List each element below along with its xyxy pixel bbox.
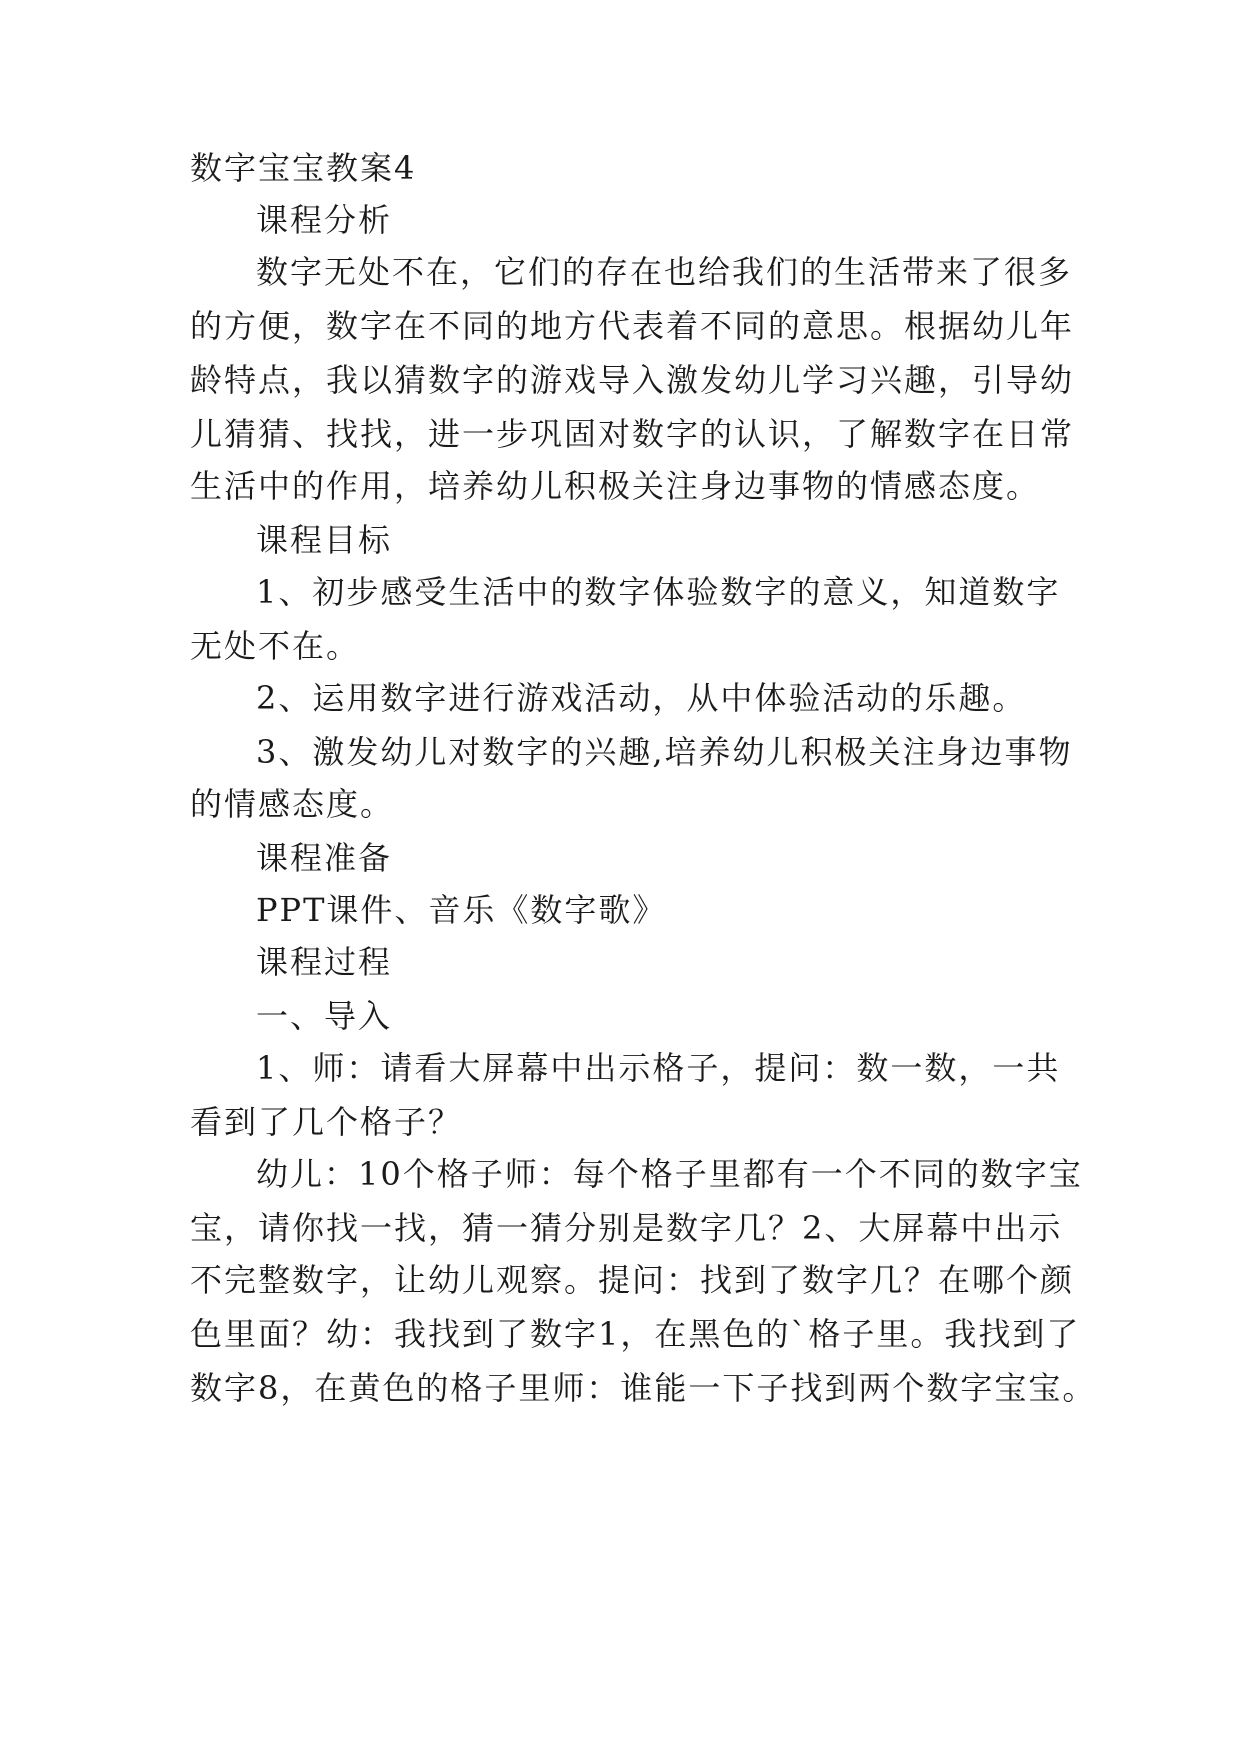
step-2-line: 宝，请你找一找，猜一猜分别是数字几？2、大屏幕中出示 <box>190 1209 1063 1247</box>
analysis-line: 生活中的作用，培养幼儿积极关注身边事物的情感态度。 <box>190 467 1041 505</box>
document-title: 数字宝宝教案4 <box>190 149 417 187</box>
goal-1-line: 无处不在。 <box>190 627 361 665</box>
process-heading: 课程过程 <box>256 943 393 981</box>
step-1-line: 看到了几个格子？ <box>190 1103 463 1141</box>
goal-2: 2、运用数字进行游戏活动，从中体验活动的乐趣。 <box>256 679 1027 717</box>
step-1-line: 1、师：请看大屏幕中出示格子，提问：数一数，一共 <box>256 1049 1061 1087</box>
prep-text: PPT课件、音乐《数字歌》 <box>256 891 667 929</box>
analysis-line: 的方便，数字在不同的地方代表着不同的意思。根据幼儿年 <box>190 307 1075 345</box>
step-2-line: 色里面？幼：我找到了数字1，在黑色的`格子里。我找到了 <box>190 1315 1081 1353</box>
goal-3-line: 的情感态度。 <box>190 785 395 823</box>
goal-3-line: 3、激发幼儿对数字的兴趣,培养幼儿积极关注身边事物 <box>256 733 1073 771</box>
goal-1-line: 1、初步感受生活中的数字体验数字的意义，知道数字 <box>256 573 1061 611</box>
analysis-heading: 课程分析 <box>256 201 393 239</box>
analysis-line: 数字无处不在，它们的存在也给我们的生活带来了很多 <box>256 253 1073 291</box>
analysis-line: 龄特点，我以猜数字的游戏导入激发幼儿学习兴趣，引导幼 <box>190 361 1075 399</box>
step-2-line: 不完整数字，让幼儿观察。提问：找到了数字几？在哪个颜 <box>190 1261 1075 1299</box>
prep-heading: 课程准备 <box>256 839 393 877</box>
step-heading: 一、导入 <box>256 997 393 1035</box>
step-2-line: 数字8，在黄色的格子里师：谁能一下子找到两个数字宝宝。 <box>190 1369 1097 1407</box>
analysis-line: 儿猜猜、找找，进一步巩固对数字的认识，了解数字在日常 <box>190 415 1075 453</box>
goals-heading: 课程目标 <box>256 521 393 559</box>
step-2-line: 幼儿：10个格子师：每个格子里都有一个不同的数字宝 <box>256 1155 1083 1193</box>
